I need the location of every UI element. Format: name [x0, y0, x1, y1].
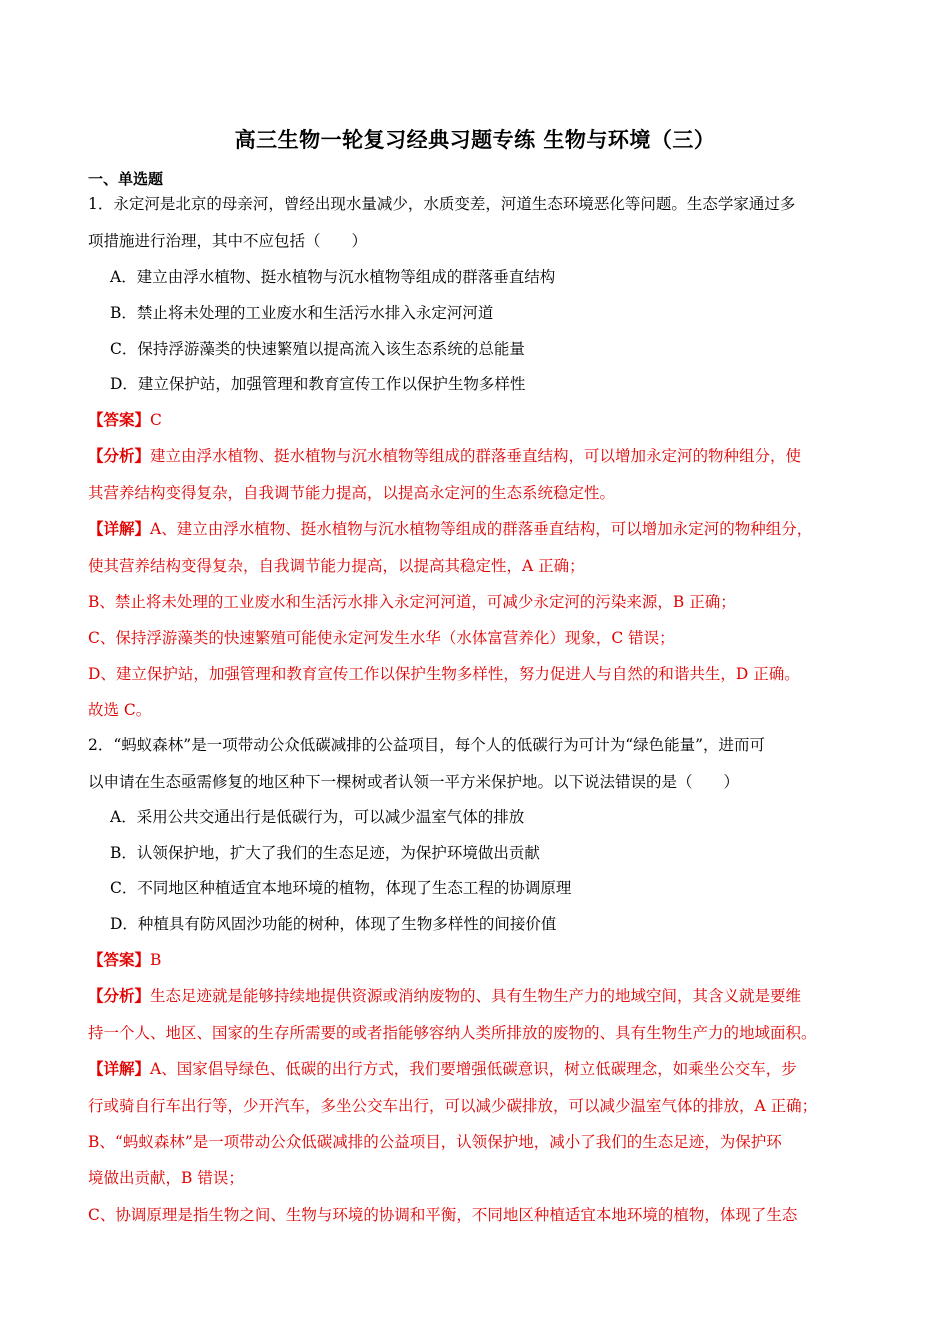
analysis-text: 建立由浮水植物、挺水植物与沉水植物等组成的群落垂直结构，可以增加永定河的物种组分，使	[150, 447, 802, 465]
q1-detail-line-2: 使其营养结构变得复杂，自我调节能力提高，以提高其稳定性，A 正确；	[88, 557, 585, 575]
answer-tag: 【答案】	[88, 950, 151, 969]
q2-option-b: B．认领保护地，扩大了我们的生态足迹，为保护环境做出贡献	[110, 844, 540, 862]
q1-option-b: B．禁止将未处理的工业废水和生活污水排入永定河河道	[110, 304, 494, 322]
q2-detail-line-5: C、协调原理是指生物之间、生物与环境的协调和平衡，不同地区种植适宜本地环境的植物，体现了生态	[88, 1206, 798, 1224]
document-title: 高三生物一轮复习经典习题专练 生物与环境（三）	[234, 128, 716, 152]
q2-detail-line-1	[88, 1058, 797, 1080]
q1-analysis-line-2: 其营养结构变得复杂，自我调节能力提高，以提高永定河的生态系统稳定性。	[88, 484, 616, 502]
q1-detail-line-6: 故选 C。	[88, 701, 152, 719]
q1-detail-line-3: B、禁止将未处理的工业废水和生活污水排入永定河河道，可减少永定河的污染来源，B 正确；	[88, 593, 736, 611]
answer-value: C	[150, 411, 162, 429]
q2-detail-line-2: 行或骑自行车出行等，少开汽车，多坐公交车出行，可以减少碳排放，可以减少温室气体的排放，A 正确；	[88, 1097, 818, 1115]
q2-analysis-line-1	[88, 985, 801, 1007]
detail-text: A、建立由浮水植物、挺水植物与沉水植物等组成的群落垂直结构，可以增加永定河的物种组分，	[150, 520, 813, 538]
answer-value: B	[150, 951, 162, 969]
q1-stem-line-1: 1．永定河是北京的母亲河，曾经出现水量减少，水质变差，河道生态环境恶化等问题。生态学家通过多	[88, 195, 796, 213]
q2-detail-line-3: B、“蚂蚁森林”是一项带动公众低碳减排的公益项目，认领保护地，减小了我们的生态足迹，为保护环	[88, 1133, 782, 1151]
q1-answer	[88, 409, 162, 431]
q2-detail-line-4: 境做出贡献，B 错误；	[88, 1169, 244, 1187]
q2-stem-line-2: 以申请在生态亟需修复的地区种下一棵树或者认领一平方米保护地。以下说法错误的是（ ）	[88, 773, 740, 791]
q2-option-a: A．采用公共交通出行是低碳行为，可以减少温室气体的排放	[110, 808, 525, 826]
q1-detail-line-1	[88, 518, 812, 540]
detail-text: A、国家倡导绿色、低碳的出行方式，我们要增强低碳意识，树立低碳理念，如乘坐公交车，步	[150, 1060, 797, 1078]
detail-tag: 【详解】	[88, 1059, 151, 1078]
q1-analysis-line-1	[88, 445, 801, 467]
q1-option-d: D．建立保护站，加强管理和教育宣传工作以保护生物多样性	[110, 375, 526, 393]
q2-analysis-line-2: 持一个人、地区、国家的生存所需要的或者指能够容纳人类所排放的废物的、具有生物生产力的地域面积。	[88, 1024, 817, 1042]
q2-stem-line-1: 2．“蚂蚁森林”是一项带动公众低碳减排的公益项目，每个人的低碳行为可计为“绿色能量”，进而可	[88, 736, 766, 754]
analysis-tag: 【分析】	[88, 446, 151, 465]
detail-tag: 【详解】	[88, 519, 151, 538]
q1-detail-line-5: D、建立保护站，加强管理和教育宣传工作以保护生物多样性，努力促进人与自然的和谐共生，D 正确。	[88, 665, 800, 683]
analysis-tag: 【分析】	[88, 986, 151, 1005]
q2-option-d: D．种植具有防风固沙功能的树种，体现了生物多样性的间接价值	[110, 915, 557, 933]
q1-detail-line-4: C、保持浮游藻类的快速繁殖可能使永定河发生水华（水体富营养化）现象，C 错误；	[88, 629, 675, 647]
answer-tag: 【答案】	[88, 410, 151, 429]
q1-stem-line-2: 项措施进行治理，其中不应包括（ ）	[88, 232, 368, 250]
q1-option-c: C．保持浮游藻类的快速繁殖以提高流入该生态系统的总能量	[110, 340, 525, 358]
analysis-text: 生态足迹就是能够持续地提供资源或消纳废物的、具有生物生产力的地域空间，其含义就是要维	[150, 987, 802, 1005]
q1-option-a: A．建立由浮水植物、挺水植物与沉水植物等组成的群落垂直结构	[110, 268, 556, 286]
q2-answer	[88, 949, 161, 971]
section-heading: 一、单选题	[88, 170, 164, 188]
q2-option-c: C．不同地区种植适宜本地环境的植物，体现了生态工程的协调原理	[110, 879, 572, 897]
